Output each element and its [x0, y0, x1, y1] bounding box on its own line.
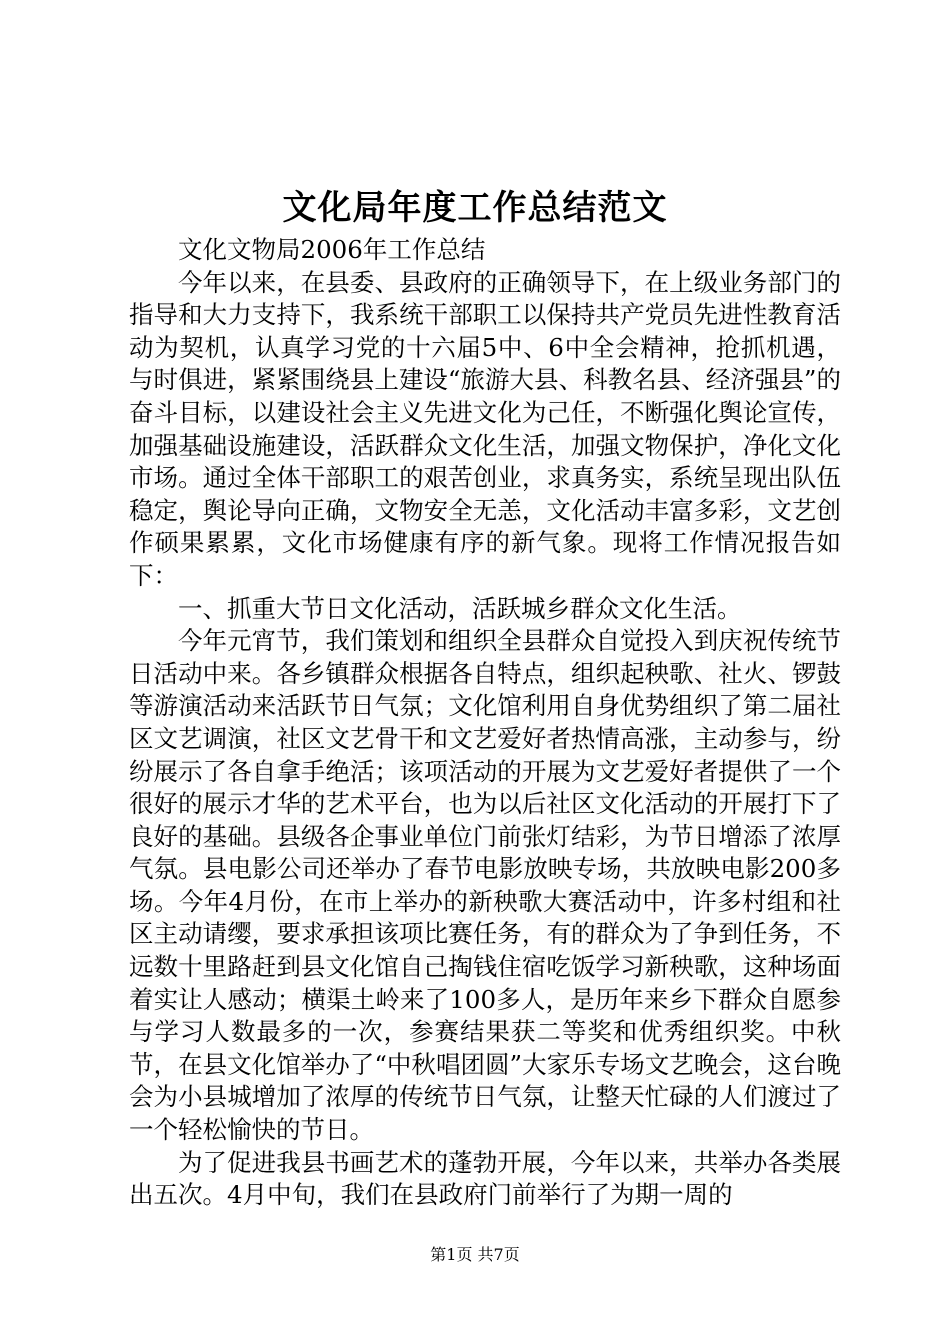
- document-title: 文化局年度工作总结范文: [282, 188, 668, 228]
- document-body: [129, 234, 841, 1212]
- intro-paragraph: 今年以来，在县委、县政府的正确领导下，在上级业务部门的指导和大力支持下，我系统干部职工以保持共产党员先进性教育活动为契机，认真学习党的十六届5中、6中全会精神，抢抓机遇，与时俱进，紧紧围绕县上建设“旅游大县、科教名县、经济强县”的奋斗目标，以建设社会主义先进文化为己任，不断强化舆论宣传，加强基础设施建设，活跃群众文化生活，加强文物保护，净化文化市场。通过全体干部职工的艰苦创业，求真务实，系统呈现出队伍稳定，舆论导向正确，文物安全无恙，文化活动丰富多彩，文艺创作硕果累累，文化市场健康有序的新气象。现将工作情况报告如下：: [129, 267, 841, 590]
- subtitle-paragraph: 文化文物局2006年工作总结: [178, 235, 486, 264]
- page-number-footer: 第1页 共7页: [430, 1245, 520, 1264]
- section-heading: 一、抓重大节日文化活动，活跃城乡群众文化生活。: [178, 593, 742, 623]
- festival-paragraph: 今年元宵节，我们策划和组织全县群众自觉投入到庆祝传统节日活动中来。各乡镇群众根据各自特点，组织起秧歌、社火、锣鼓等游演活动来活跃节日气氛；文化馆利用自身优势组织了第二届社区文艺调演，社区文艺骨干和文艺爱好者热情高涨，主动参与，纷纷展示了各自拿手绝活；该项活动的开展为文艺爱好者提供了一个很好的展示才华的艺术平台，也为以后社区文化活动的开展打下了良好的基础。县级各企事业单位门前张灯结彩，为节日增添了浓厚气氛。县电影公司还举办了春节电影放映专场，共放映电影200多场。今年4月份，在市上举办的新秧歌大赛活动中，许多村组和社区主动请缨，要求承担该项比赛任务，有的群众为了争到任务，不远数十里路赶到县文化馆自己掏钱住宿吃饭学习新秧歌，这种场面着实让人感动；横渠土岭来了100多人，是历年来乡下群众自愿参与学习人数最多的一次，参赛结果获二等奖和优秀组织奖。中秋节，在县文化馆举办了“中秋唱团圆”大家乐专场文艺晚会，这台晚会为小县城增加了浓厚的传统节日气氛，让整天忙碌的人们渡过了一个轻松愉快的节日。: [129, 626, 841, 1145]
- art-exhibition-paragraph: 为了促进我县书画艺术的蓬勃开展，今年以来，共举办各类展出五次。4月中旬，我们在县政府门前举行了为期一周的: [129, 1147, 841, 1210]
